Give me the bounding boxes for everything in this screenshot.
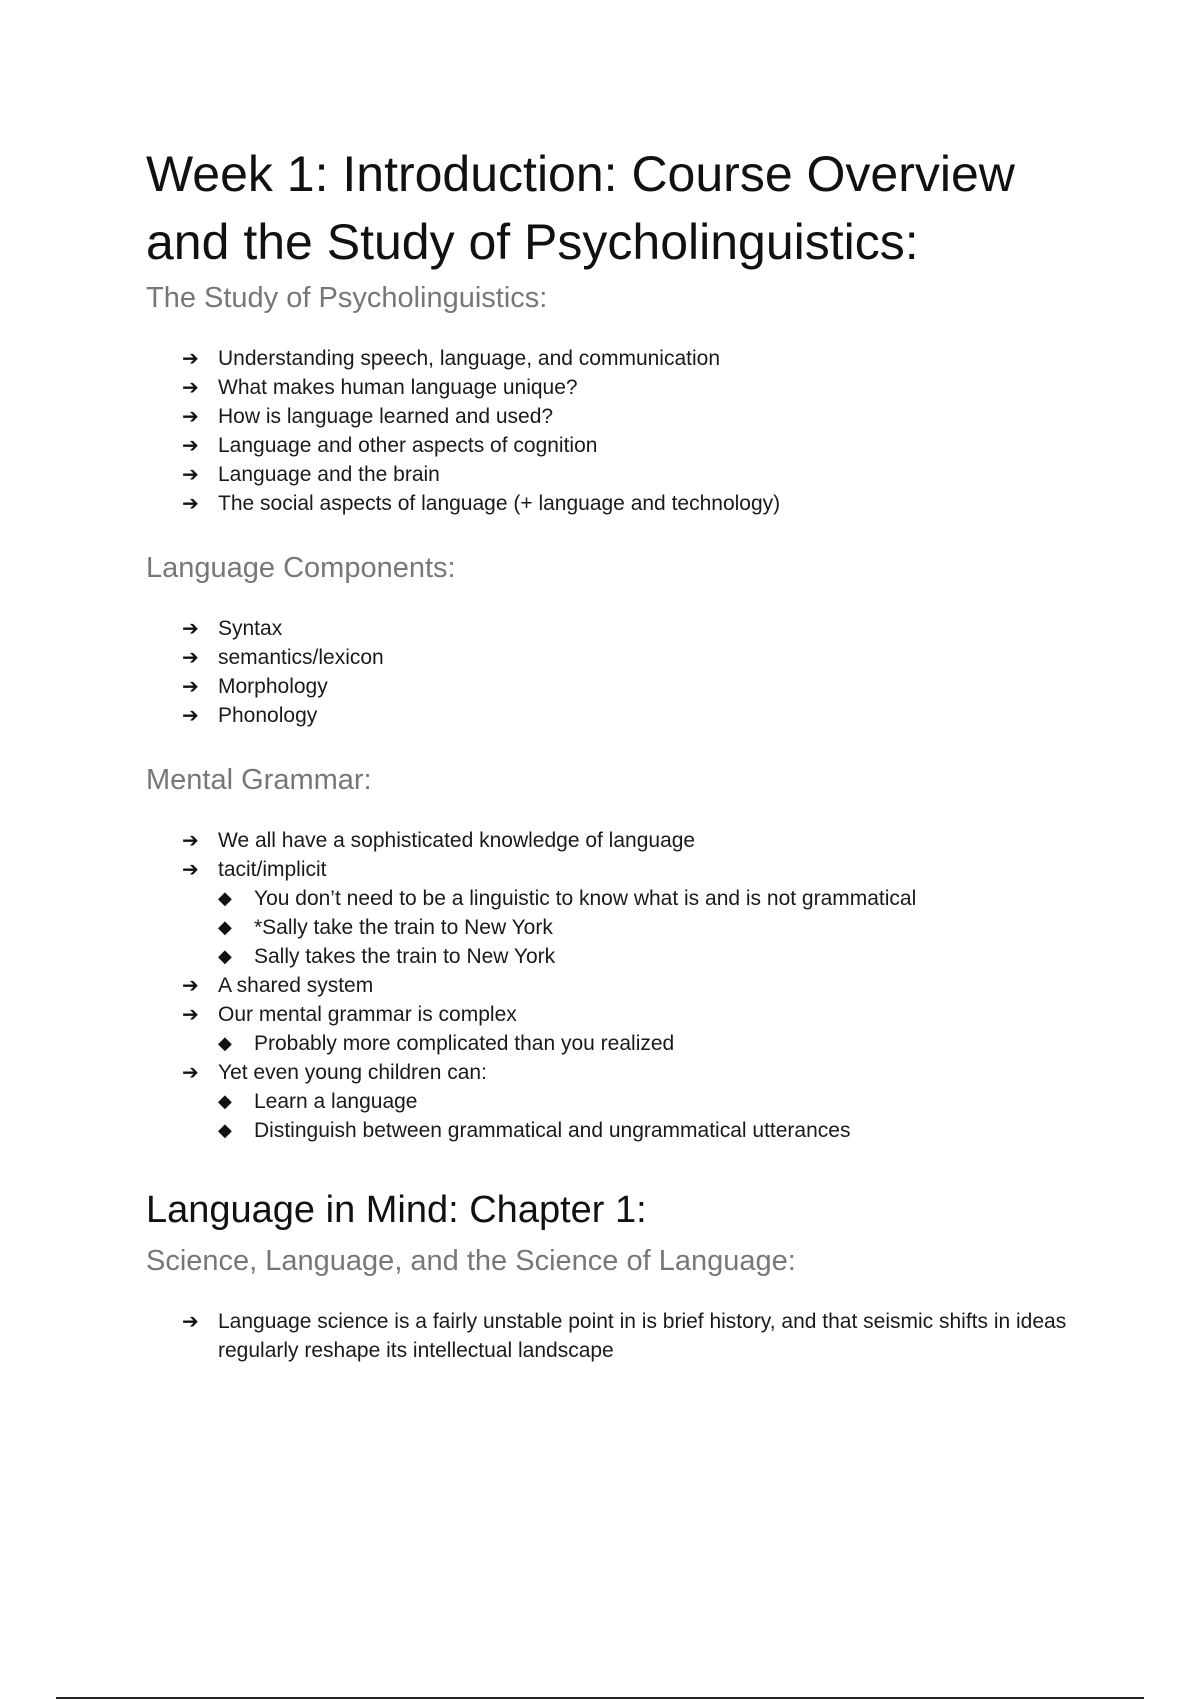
arrow-right-icon: ➔: [182, 491, 199, 515]
chapter-heading: Language in Mind: Chapter 1:: [146, 1189, 647, 1231]
section-heading-study: The Study of Psycholinguistics:: [146, 282, 548, 314]
list-item: ➔ Understanding speech, language, and communication: [182, 344, 1086, 373]
components-list: [146, 614, 1086, 730]
document-content: [146, 140, 1086, 1365]
arrow-right-icon: ➔: [182, 703, 199, 727]
grammar-sublist-children: [146, 1087, 1086, 1145]
list-item: ➔ Phonology: [182, 701, 1086, 730]
sub-list-item: ◆ Distinguish between grammatical and ungrammatical utterances: [218, 1116, 1086, 1145]
arrow-right-icon: ➔: [182, 616, 199, 640]
arrow-right-icon: ➔: [182, 973, 199, 997]
chapter-list: [146, 1307, 1086, 1365]
arrow-right-icon: ➔: [182, 645, 199, 669]
section-chapter: [146, 1185, 1086, 1365]
diamond-icon: ◆: [218, 888, 232, 909]
diamond-icon: ◆: [218, 1091, 232, 1112]
arrow-right-icon: ➔: [182, 433, 199, 457]
grammar-list-cont2: [146, 1058, 1086, 1087]
arrow-right-icon: ➔: [182, 674, 199, 698]
arrow-right-icon: ➔: [182, 1060, 199, 1084]
list-item: ➔ Syntax: [182, 614, 1086, 643]
sub-list-item: ◆ Probably more complicated than you realized: [218, 1029, 1086, 1058]
grammar-sublist-complex: [146, 1029, 1086, 1058]
list-item: ➔ Our mental grammar is complex: [182, 1000, 1086, 1029]
grammar-sublist-tacit: [146, 884, 1086, 971]
section-grammar: [146, 762, 1086, 1145]
diamond-icon: ◆: [218, 946, 232, 967]
diamond-icon: ◆: [218, 1033, 232, 1054]
list-item: ➔ Language and the brain: [182, 460, 1086, 489]
sub-list-item: ◆ Learn a language: [218, 1087, 1086, 1116]
section-heading-grammar: Mental Grammar:: [146, 764, 372, 796]
list-item: ➔ The social aspects of language (+ language and technology): [182, 489, 1086, 518]
list-item: ➔ How is language learned and used?: [182, 402, 1086, 431]
arrow-right-icon: ➔: [182, 1309, 199, 1333]
diamond-icon: ◆: [218, 1120, 232, 1141]
diamond-icon: ◆: [218, 917, 232, 938]
list-item: ➔ A shared system: [182, 971, 1086, 1000]
section-study: [146, 280, 1086, 518]
list-item: ➔ semantics/lexicon: [182, 643, 1086, 672]
grammar-list-cont: [146, 971, 1086, 1029]
section-heading-components: Language Components:: [146, 552, 456, 584]
chapter-subheading: Science, Language, and the Science of Language:: [146, 1245, 796, 1277]
sub-list-item: ◆ You don’t need to be a linguistic to know what is and is not grammatical: [218, 884, 1086, 913]
arrow-right-icon: ➔: [182, 346, 199, 370]
arrow-right-icon: ➔: [182, 1002, 199, 1026]
study-list: [146, 344, 1086, 518]
sub-list-item: ◆ Sally takes the train to New York: [218, 942, 1086, 971]
footer-divider: [56, 1697, 1144, 1699]
page-title: Week 1: Introduction: Course Overview and the Study of Psycholinguistics:: [146, 146, 1015, 270]
arrow-right-icon: ➔: [182, 857, 199, 881]
list-item: ➔ Morphology: [182, 672, 1086, 701]
arrow-right-icon: ➔: [182, 828, 199, 852]
arrow-right-icon: ➔: [182, 375, 199, 399]
arrow-right-icon: ➔: [182, 404, 199, 428]
grammar-list: [146, 826, 1086, 884]
sub-list-item: ◆ *Sally take the train to New York: [218, 913, 1086, 942]
section-components: [146, 550, 1086, 730]
list-item: ➔ Language and other aspects of cognition: [182, 431, 1086, 460]
list-item: ➔ Language science is a fairly unstable point in is brief history, and that seismic shifts in ideas regularly reshape its intellectual landscape: [182, 1309, 1067, 1362]
arrow-right-icon: ➔: [182, 462, 199, 486]
list-item: ➔ We all have a sophisticated knowledge of language: [182, 826, 1086, 855]
list-item: ➔ Yet even young children can:: [182, 1058, 1086, 1087]
list-item: ➔ tacit/implicit: [182, 855, 1086, 884]
list-item: ➔ What makes human language unique?: [182, 373, 1086, 402]
